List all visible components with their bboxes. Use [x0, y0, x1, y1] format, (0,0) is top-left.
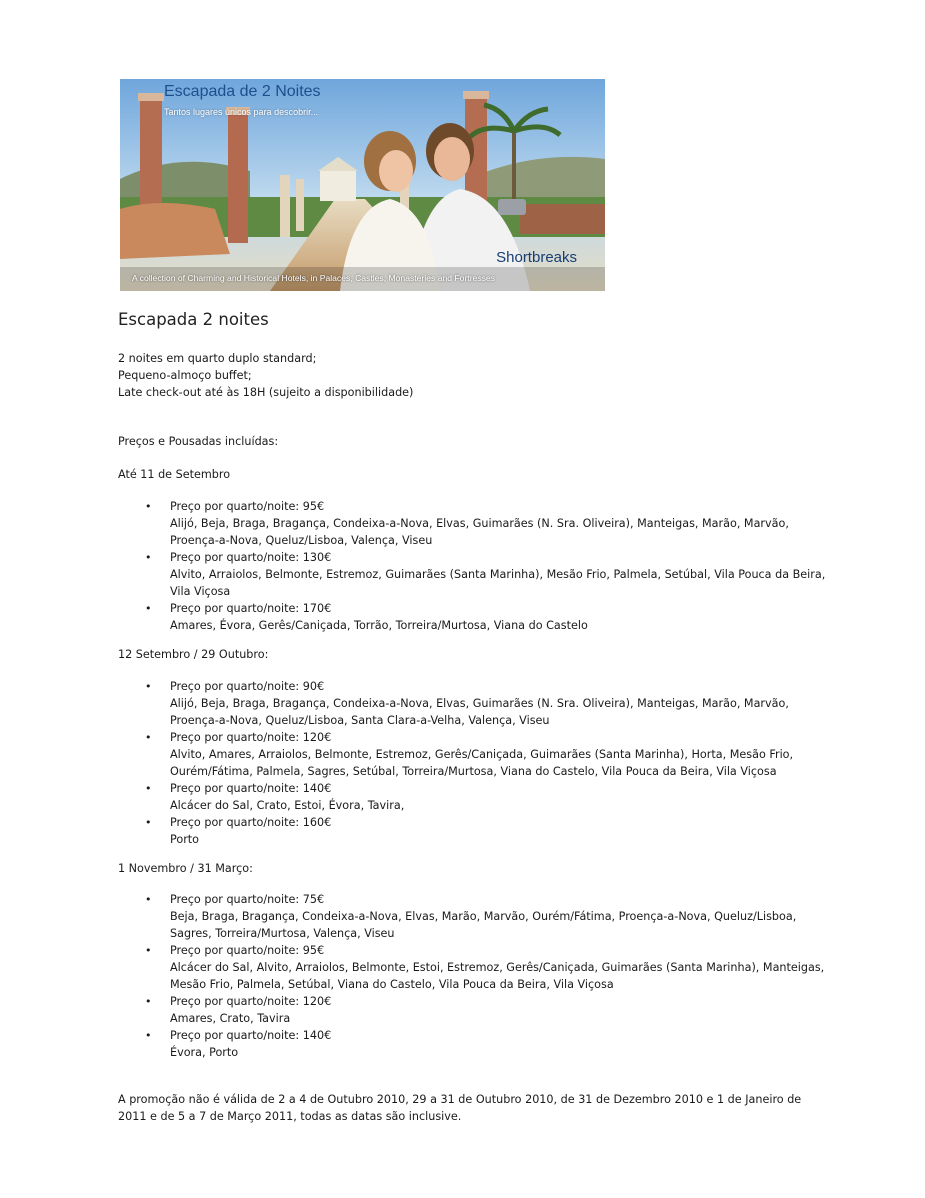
price-item	[118, 600, 830, 634]
banner-title: Escapada de 2 Noites	[164, 83, 321, 100]
places-line: Alcácer do Sal, Crato, Estoi, Évora, Tavira,	[170, 799, 405, 812]
price-item	[118, 891, 830, 942]
places-line: Beja, Braga, Bragança, Condeixa-a-Nova, Elvas, Marão, Marvão, Ourém/Fátima, Proença-a-Nova, Queluz/Lisboa, Sagres, Torreira/Murtosa, Valença, Viseu	[170, 910, 797, 940]
intro-line: Late check-out até às 18H (sujeito a disponibilidade)	[118, 386, 414, 399]
price-line: • Preço por quarto/noite: 170€	[170, 602, 332, 615]
places-line: Alcácer do Sal, Alvito, Arraiolos, Belmonte, Estoi, Estremoz, Gerês/Caniçada, Guimarães (Santa Marinha), Manteigas, Mesão Frio, Palmela, Setúbal, Viana do Castelo, Vila Pouca da Beira, Vila Viçosa	[170, 961, 825, 991]
places-line: Alijó, Beja, Braga, Bragança, Condeixa-a-Nova, Elvas, Guimarães (N. Sra. Oliveira), Manteigas, Marão, Marvão, Proença-a-Nova, Queluz/Lisboa, Santa Clara-a-Velha, Valença, Viseu	[170, 697, 789, 727]
places-line: Évora, Porto	[170, 1046, 239, 1059]
price-line: • Preço por quarto/noite: 130€	[170, 551, 332, 564]
period-label: Até 11 de Setembro	[118, 468, 231, 481]
banner-brand: Shortbreaks	[496, 249, 577, 266]
period-label: 1 Novembro / 31 Março:	[118, 862, 253, 875]
price-line: • Preço por quarto/noite: 140€	[170, 782, 332, 795]
promo-banner	[120, 79, 605, 291]
places-line: Alijó, Beja, Braga, Bragança, Condeixa-a-Nova, Elvas, Guimarães (N. Sra. Oliveira), Manteigas, Marão, Marvão, Proença-a-Nova, Queluz/Lisboa, Valença, Viseu	[170, 517, 789, 547]
price-list	[118, 678, 830, 848]
price-line: • Preço por quarto/noite: 160€	[170, 816, 332, 829]
price-item	[118, 678, 830, 729]
price-item	[118, 729, 830, 780]
price-item	[118, 498, 830, 549]
page-title: Escapada 2 noites	[118, 310, 269, 329]
places-line: Alvito, Amares, Arraiolos, Belmonte, Estremoz, Gerês/Caniçada, Guimarães (Santa Marinha), Horta, Mesão Frio, Ourém/Fátima, Palmela, Sagres, Setúbal, Torreira/Murtosa, Viana do Castelo, Vila Pouca da Beira, Vila Viçosa	[170, 748, 794, 778]
price-item	[118, 1027, 830, 1061]
places-line: Alvito, Arraiolos, Belmonte, Estremoz, Guimarães (Santa Marinha), Mesão Frio, Palmela, Setúbal, Vila Pouca da Beira, Vila Viçosa	[170, 568, 826, 598]
price-list	[118, 498, 830, 634]
banner-subtitle: Tantos lugares únicos para descobrir...	[164, 107, 319, 117]
price-item	[118, 814, 830, 848]
price-item	[118, 942, 830, 993]
price-line: • Preço por quarto/noite: 95€	[170, 500, 325, 513]
intro-list	[118, 350, 413, 401]
price-line: • Preço por quarto/noite: 120€	[170, 995, 332, 1008]
price-item	[118, 993, 830, 1027]
price-line: • Preço por quarto/noite: 90€	[170, 680, 325, 693]
price-line: • Preço por quarto/noite: 75€	[170, 893, 325, 906]
price-line: • Preço por quarto/noite: 140€	[170, 1029, 332, 1042]
price-item	[118, 549, 830, 600]
prices-heading: Preços e Pousadas incluídas:	[118, 435, 279, 448]
price-line: • Preço por quarto/noite: 95€	[170, 944, 325, 957]
promo-exclusions-note: A promoção não é válida de 2 a 4 de Outubro 2010, 29 a 31 de Outubro 2010, de 31 de Dezembro 2010 e 1 de Janeiro de 2011 e de 5 a 7 de Março 2011, todas as datas são inclusive.	[118, 1093, 802, 1123]
intro-line: Pequeno-almoço buffet;	[118, 369, 252, 382]
places-line: Porto	[170, 833, 200, 846]
price-item	[118, 780, 830, 814]
intro-line: 2 noites em quarto duplo standard;	[118, 352, 317, 365]
places-line: Amares, Évora, Gerês/Caniçada, Torrão, Torreira/Murtosa, Viana do Castelo	[170, 619, 588, 632]
price-list	[118, 891, 830, 1061]
places-line: Amares, Crato, Tavira	[170, 1012, 291, 1025]
period-label: 12 Setembro / 29 Outubro:	[118, 648, 269, 661]
banner-caption: A collection of Charming and Historical Hotels, in Palaces, Castles, Monasteries and Fortresses	[132, 273, 496, 283]
price-line: • Preço por quarto/noite: 120€	[170, 731, 332, 744]
